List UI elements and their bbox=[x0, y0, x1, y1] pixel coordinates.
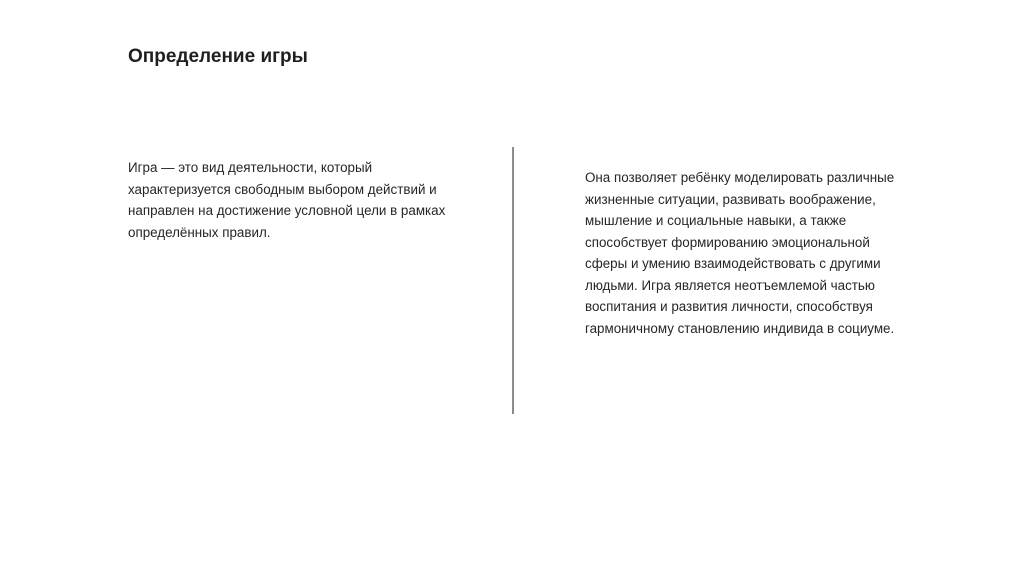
slide-title: Определение игры bbox=[128, 46, 308, 67]
column-divider bbox=[512, 147, 514, 414]
description-text: Она позволяет ребёнку моделировать различные жизненные ситуации, развивать воображение, мышление и социальные навыки, а также способствует формированию эмоциональной сферы и умению взаимодействовать с другими людьми. Игра является неотъемлемой частью воспитания и развития личности, способствуя гармоничному становлению индивида в социуме. bbox=[585, 170, 895, 336]
definition-text: Игра — это вид деятельности, который характеризуется свободным выбором действий и направлен на достижение условной цели в рамках определённых правил. bbox=[128, 160, 446, 240]
